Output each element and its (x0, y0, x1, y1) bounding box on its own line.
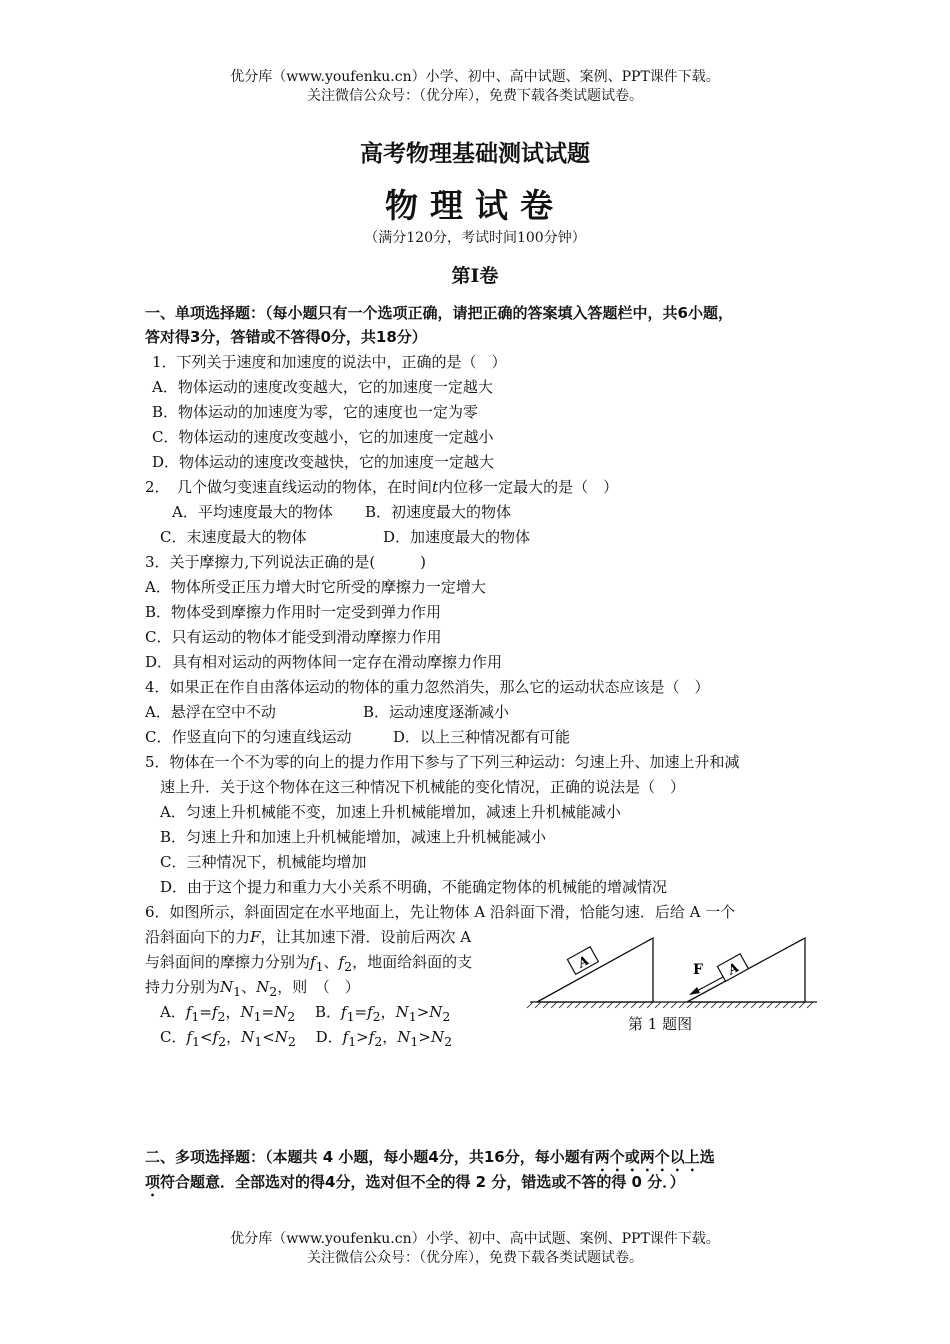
q6-var-f: F (250, 928, 261, 946)
section-2-line1-emph: 两个或两个以上 (594, 1148, 700, 1166)
q5-stem: 5．物体在一个不为零的向上的提力作用下参与了下列三种运动：匀速上升、加速上升和减 (145, 753, 740, 771)
q6-stem3-text: 与斜面间的摩擦力分别为 (145, 953, 311, 971)
q6-options-cd: C．$f_1<f_2$，$N_1<N_2$ D．$f_1>f_2$，$N_1>N_2$ (160, 1028, 453, 1049)
q6-stem-line-4: 持力分别为$N_1$、$N_2$，则 （ ） (145, 978, 360, 999)
q1-option-c: C．物体运动的速度改变越小，它的加速度一定越小 (152, 428, 494, 446)
block-a-right-label: A (725, 960, 742, 979)
block-a-left-label: A (575, 953, 592, 972)
q3-option-a: A．物体所受正压力增大时它所受的摩擦力一定增大 (145, 578, 486, 596)
q6-stem-line-2 (145, 926, 471, 947)
section-2-line2-post: 符合题意．全部选对的得4分，选对但不全的得 2 分，错选或不答的得 0 分．） (160, 1173, 685, 1191)
section-1-heading-cont: 答对得3分，答错或不答得0分，共18分） (145, 328, 427, 346)
section-2-line1-post: 选 (699, 1148, 715, 1166)
q5-option-d: D．由于这个提力和重力大小关系不明确，不能确定物体的机械能的增减情况 (160, 878, 668, 896)
header-line-1: 优分库（www.youfenku.cn）小学、初中、高中试题、案例、PPT课件下载。 (230, 69, 720, 85)
q1-option-d: D．物体运动的速度改变越快，它的加速度一定越大 (152, 453, 495, 471)
q6-option-c-label: C． (160, 1028, 187, 1046)
q2-var-t: t (432, 478, 439, 496)
exam-note: （满分120分，考试时间100分钟） (364, 230, 586, 246)
q6-stem-line-3: 与斜面间的摩擦力分别为$f_1$、$f_2$，地面给斜面的支 (145, 953, 473, 974)
q4-option-d: D．以上三种情况都有可能 (393, 728, 571, 746)
q6-stem4-text: 持力分别为 (145, 978, 221, 996)
q1-stem: 1．下列关于速度和加速度的说法中，正确的是（ ） (152, 353, 507, 371)
q4-option-a: A．悬浮在空中不动 (145, 703, 276, 721)
q2-option-d: D．加速度最大的物体 (383, 528, 531, 546)
q3-stem: 3．关于摩擦力,下列说法正确的是( ) (145, 553, 427, 571)
figure-caption: 第 1 题图 (628, 1015, 693, 1033)
ground-hatching (527, 1002, 813, 1008)
q5-option-b: B．匀速上升和加速上升机械能增加，减速上升机械能减小 (160, 828, 547, 846)
section-2-line2-emph: 项 (145, 1173, 161, 1191)
paper-subtitle: 物理试卷 (385, 186, 565, 225)
q4-option-c: C．作竖直向下的匀速直线运动 (145, 728, 352, 746)
q2-stem-post: 内位移一定最大的是（ ） (438, 478, 619, 496)
q2-stem (145, 476, 618, 497)
q4-stem: 4．如果正在作自由落体运动的物体的重力忽然消失，那么它的运动状态应该是（ ） (145, 678, 710, 696)
force-label: F (693, 962, 703, 978)
section-2-line1-pre: 二、多项选择题：（本题共 4 小题，每小题4分，共16分，每小题有 (145, 1148, 595, 1166)
q3-option-b: B．物体受到摩擦力作用时一定受到弹力作用 (145, 603, 442, 621)
section-2-heading-cont (145, 1171, 685, 1200)
section-1-heading: 一、单项选择题：（每小题只有一个选项正确，请把正确的答案填入答题栏中，共6小题， (145, 304, 733, 322)
page-title: 高考物理基础测试试题 (360, 140, 590, 167)
q4-option-b: B．运动速度逐渐减小 (363, 703, 510, 721)
footer-line-2: 关注微信公众号：（优分库），免费下载各类试题试卷。 (307, 1250, 643, 1266)
q2-option-c: C．末速度最大的物体 (160, 528, 307, 546)
q6-options-ab: A．$f_1=f_2$，$N_1=N_2$ B．$f_1=f_2$，$N_1>N_2$ (160, 1003, 451, 1024)
q5-stem-cont: 速上升．关于这个物体在这三种情况下机械能的变化情况，正确的说法是（ ） (160, 778, 686, 796)
q6-option-b-label: B． (314, 1003, 342, 1021)
q3-option-c: C．只有运动的物体才能受到滑动摩擦力作用 (145, 628, 442, 646)
q1-option-b: B．物体运动的加速度为零，它的速度也一定为零 (152, 403, 479, 421)
q6-option-d-label: D． (315, 1028, 343, 1046)
footer-line-1: 优分库（www.youfenku.cn）小学、初中、高中试题、案例、PPT课件下载。 (230, 1231, 720, 1247)
q6-stem2-pre: 沿斜面向下的力 (145, 928, 251, 946)
q3-option-d: D．具有相对运动的两物体间一定存在滑动摩擦力作用 (145, 653, 503, 671)
q6-option-a-label: A． (160, 1003, 186, 1021)
q6-stem: 6．如图所示，斜面固定在水平地面上，先让物体 A 沿斜面下滑，恰能匀速．后给 A 一个 (145, 903, 736, 921)
volume-heading: 第Ⅰ卷 (451, 265, 499, 287)
force-arrow-head (689, 987, 700, 995)
q2-stem-pre: 2． 几个做匀变速直线运动的物体，在时间 (145, 478, 433, 496)
header-line-2: 关注微信公众号：（优分库），免费下载各类试题试卷。 (307, 88, 643, 104)
left-incline (537, 938, 653, 1002)
q1-option-a: A．物体运动的速度改变越大，它的加速度一定越大 (152, 378, 493, 396)
q6-stem2-post: ，让其加速下滑．设前后两次 A (260, 928, 472, 946)
q5-option-a: A．匀速上升机械能不变，加速上升机械能增加，减速上升机械能减小 (160, 803, 621, 821)
q2-option-a: A．平均速度最大的物体 (172, 503, 333, 521)
q5-option-c: C．三种情况下，机械能均增加 (160, 853, 367, 871)
q2-option-b: B．初速度最大的物体 (365, 503, 512, 521)
